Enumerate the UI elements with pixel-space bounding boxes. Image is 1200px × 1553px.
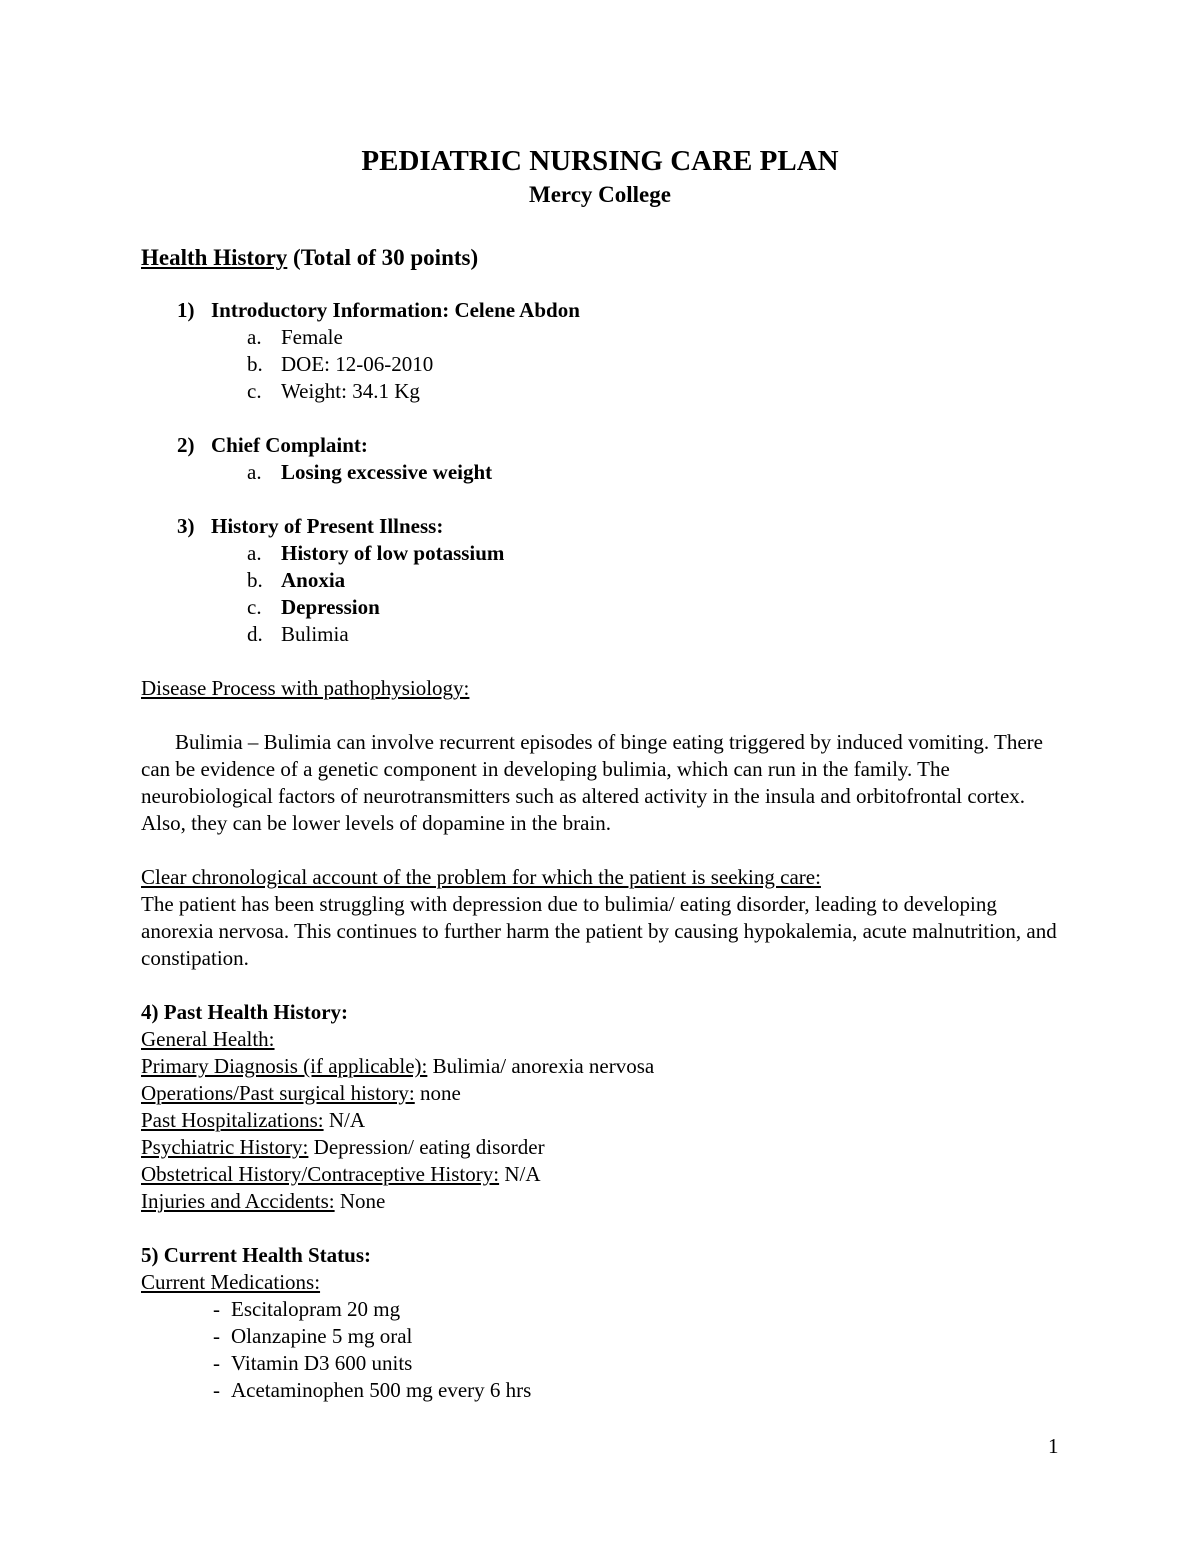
past-history-field: Psychiatric History: Depression/ eating disorder bbox=[141, 1135, 545, 1159]
present-illness-item: a. History of low potassium bbox=[247, 541, 505, 565]
general-health-label: General Health: bbox=[141, 1027, 275, 1051]
document-body bbox=[141, 243, 1071, 1404]
present-illness-item: c. Depression bbox=[247, 595, 380, 619]
past-history-field: Primary Diagnosis (if applicable): Bulimia/ anorexia nervosa bbox=[141, 1054, 655, 1078]
document-title: PEDIATRIC NURSING CARE PLAN bbox=[361, 145, 839, 177]
past-history-field: Obstetrical History/Contraceptive History: N/A bbox=[141, 1162, 541, 1186]
intro-item: b. DOE: 12-06-2010 bbox=[247, 352, 434, 376]
medication-item: - Acetaminophen 500 mg every 6 hrs bbox=[213, 1378, 532, 1402]
page-number: 1 bbox=[1048, 1434, 1059, 1458]
complaint-heading: 2) Chief Complaint: bbox=[177, 433, 368, 457]
current-medications-label: Current Medications: bbox=[141, 1270, 321, 1294]
intro-item: a. Female bbox=[247, 325, 343, 349]
disease-process-heading: Disease Process with pathophysiology: bbox=[141, 676, 470, 700]
past-history-field: Operations/Past surgical history: none bbox=[141, 1081, 461, 1105]
document-subtitle: Mercy College bbox=[529, 182, 671, 207]
disease-process-paragraph: Bulimia – Bulimia can involve recurrent episodes of binge eating triggered by induced vomiting. There can be evidence of a genetic component in developing bulimia, which can run in the family. The neurobiological factors of neurotransmitters such as altered activity in the insula and orbitofrontal cortex. Also, they can be lower levels of dopamine in the brain. bbox=[141, 730, 1043, 835]
current-status-heading: 5) Current Health Status: bbox=[141, 1243, 372, 1267]
medication-item: - Olanzapine 5 mg oral bbox=[213, 1324, 413, 1348]
present-illness-item: b. Anoxia bbox=[247, 568, 346, 592]
health-history-points: (Total of 30 points) bbox=[293, 245, 479, 270]
chronology-paragraph: The patient has been struggling with depression due to bulimia/ eating disorder, leading to developing anorexia nervosa. This continues to further harm the patient by causing hypokalemia, acute malnutrition, and constipation. bbox=[141, 892, 1057, 970]
medication-item: - Escitalopram 20 mg bbox=[213, 1297, 401, 1321]
chronology-heading: Clear chronological account of the problem for which the patient is seeking care: bbox=[141, 865, 821, 889]
health-history-title: Health History bbox=[141, 245, 288, 270]
intro-item: c. Weight: 34.1 Kg bbox=[247, 379, 420, 403]
health-history-heading bbox=[141, 243, 1071, 273]
present-illness-heading: 3) History of Present Illness: bbox=[177, 514, 444, 538]
past-history-heading: 4) Past Health History: bbox=[141, 1000, 349, 1024]
present-illness-item: d. Bulimia bbox=[247, 622, 349, 646]
intro-heading: 1) Introductory Information: Celene Abdon bbox=[177, 298, 580, 322]
past-history-field: Past Hospitalizations: N/A bbox=[141, 1108, 365, 1132]
past-history-field: Injuries and Accidents: None bbox=[141, 1189, 386, 1213]
medication-item: - Vitamin D3 600 units bbox=[213, 1351, 413, 1375]
complaint-item: a. Losing excessive weight bbox=[247, 460, 493, 484]
